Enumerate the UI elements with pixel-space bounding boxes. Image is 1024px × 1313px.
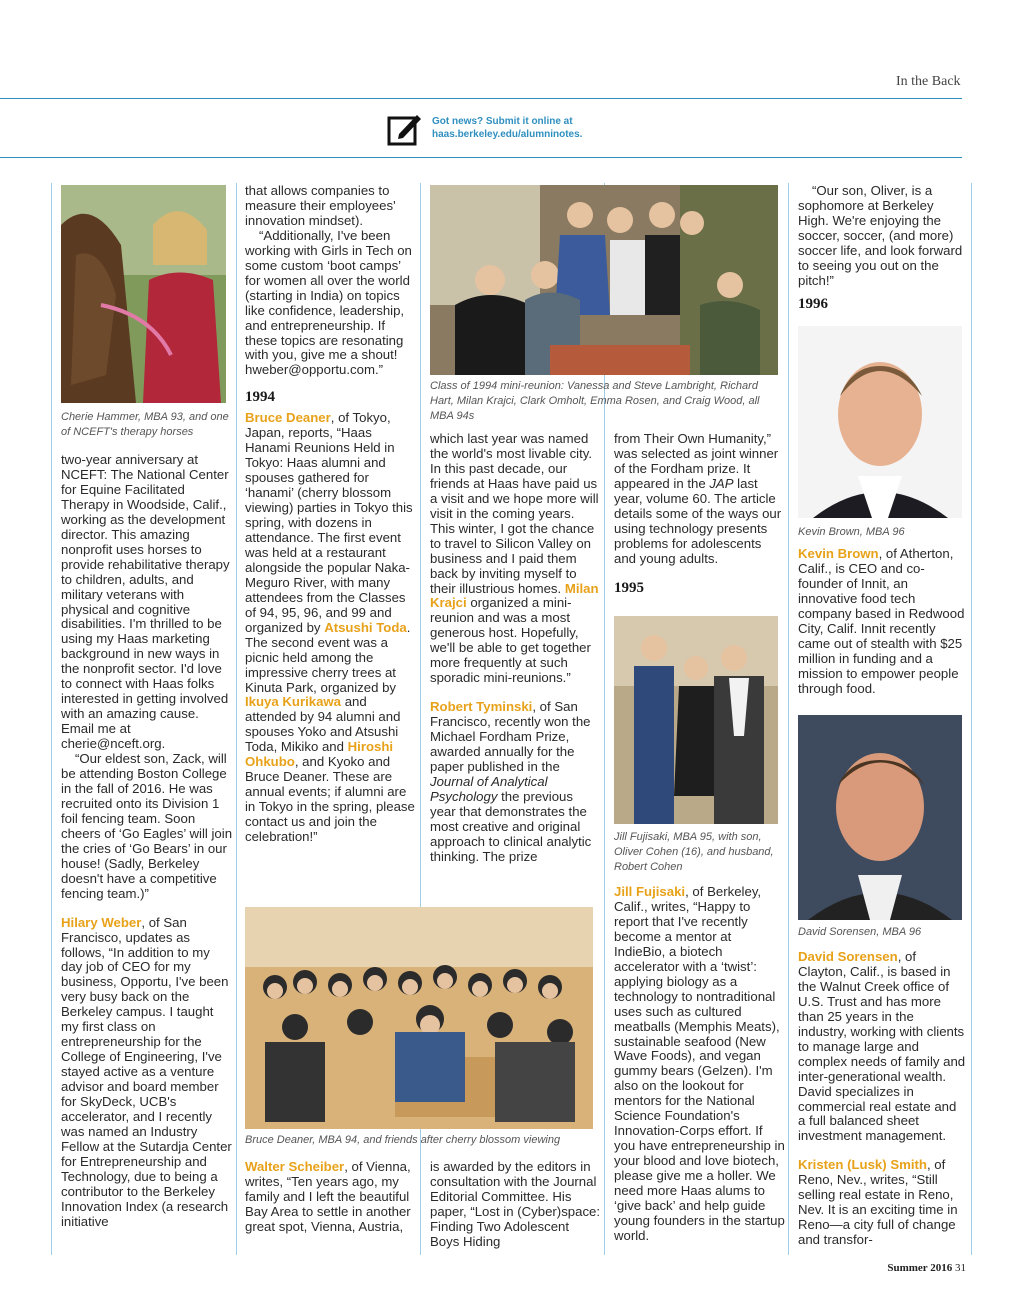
photo-caption: David Sorensen, MBA 96 (798, 926, 922, 938)
photo-caption: Kevin Brown, MBA 96 (798, 526, 905, 538)
column-rule (236, 183, 237, 1255)
note-text: . The second event was a picnic held among the impressive cherry trees at Kinuta Park, organized by (245, 619, 411, 695)
column-5-text-c (798, 950, 966, 1248)
note-text: from Their Own Humanity,” was selected as joint winner of the Fordham prize. It appeared in the (614, 431, 779, 491)
alumni-name: Ikuya Kurikawa (245, 694, 342, 710)
column-3-text-b (430, 1160, 602, 1250)
submit-link[interactable]: haas.berkeley.edu/alumninotes. (432, 129, 583, 140)
section-label: In the Back (896, 74, 961, 89)
alumni-name: Hilary Weber (61, 914, 142, 930)
edit-note-icon (387, 110, 423, 146)
note-text: , of Atherton, Calif., is CEO and co-founder of Innit, an innovative food tech company based in Redwood City, Calif. Innit recently came out of stealth with $25 million in funding and a mission to empower people through food. (798, 546, 965, 696)
note-kevin-brown (798, 547, 966, 697)
note-text: , of San Francisco, updates as follows, “In addition to my day job of CEO for my business, Opportu, I've been very busy back on the Berkeley campus. I taught my first class on entrepreneurship for the College of Engineering, I've stayed active as a venture advisor and board member for SkyDeck, UCB's accelerator, and I recently was named an Industry Fellow at the Sutardja Center for Entrepreneurship and Technology, due to being a contributor to the Berkeley Innovation Index (a research initiative (61, 914, 232, 1229)
submit-line-1: Got news? Submit it online at (432, 116, 573, 127)
note-walter-scheiber (245, 1160, 417, 1235)
paragraph: “Our son, Oliver, is a sophomore at Berkeley High. We're enjoying the soccer, soccer, (and more) soccer life, and look forward to seeing you out on the pitch!” (798, 183, 963, 288)
column-4-text (614, 432, 786, 602)
note-text: last year, volume 60. The article details some of the ways our using technology presents problems for adolescents and young adults. (614, 475, 782, 566)
note-bruce-deaner (245, 411, 417, 845)
journal-abbrev: JAP (709, 475, 734, 491)
column-rule (51, 183, 52, 1255)
paragraph: “Our eldest son, Zack, will be attending Boston College in the fall of 2016. He was recruited onto its Division 1 foil fencing team. Soon cheers of ‘Go Eagles’ will join the cries of ‘Go Bears’ in our house! (Sadly, Berkeley doesn't have a competitive fencing team.)” (61, 751, 233, 901)
photo-fujisaki-family (614, 616, 778, 824)
submit-news-callout[interactable] (432, 115, 582, 141)
paragraph (430, 432, 602, 686)
column-rule (788, 183, 789, 1255)
page-number: 31 (955, 1262, 966, 1274)
photo-caption: Jill Fujisaki, MBA 95, with son, Oliver Cohen (16), and husband, Robert Cohen (614, 831, 774, 873)
note-text: and attended by 94 alumni and spouses Yoko and Atsushi Toda, Mikiko and (245, 694, 401, 755)
note-text: , of Berkeley, Calif., writes, “Happy to report that I've recently become a mentor at IndieBio, a biotech accelerator with a ‘twist’: applying biology as a technology to nontraditional uses such as cultured meatballs (Memphis Meats), sustainable seafood (New Wave Foods), and vegan gummy bears (Gelzen). I'm also on the lookout for mentors for the National Science Foundation's Innovation-Corps effort. If you have entrepreneurship in your blood and love biotech, please give me a holler. We need more Haas alums to ‘give back’ and help guide young founders in the startup world. (614, 884, 785, 1243)
note-jill-fujisaki (614, 885, 786, 1244)
photo-1994-mini-reunion (430, 185, 778, 375)
note-text: the previous year that demonstrates the most creative and original approach to clinical analytic thinking. The prize (430, 788, 592, 864)
note-text: which last year was named the world's most livable city. In this past decade, our friends at Haas have paid us a visit and we hope more will visit in the coming years. This winter, I got the chance to travel to Silicon Valley on business and I paid them back by inviting myself to their illustrious homes. (430, 431, 599, 596)
issue-label: Summer 2016 (887, 1262, 953, 1274)
column-5-text-b (798, 547, 966, 697)
photo-cherie-hammer (61, 185, 226, 403)
paragraph: is awarded by the editors in consultation with the Journal Editorial Committee. His paper, “Lost in (Cyber)space: Finding Two Adolescent Boys Hiding (430, 1159, 601, 1249)
alumni-name: Walter Scheiber (245, 1159, 345, 1174)
column-3-text (430, 432, 602, 865)
note-robert-tyminski (430, 700, 602, 864)
header-rule-top (0, 98, 962, 99)
column-5-text (798, 184, 966, 318)
alumni-name: Kristen (Lusk) Smith (798, 1157, 927, 1173)
column-rule (971, 183, 972, 1255)
class-year-heading: 1995 (614, 579, 644, 596)
column-2-text-b (245, 1160, 417, 1235)
note-text: , of Tokyo, Japan, reports, “Haas Hanami Reunions Held in Tokyo: Haas alumni and spouses gathered for ‘hanami’ (cherry blossom viewing) parties in Tokyo this spring, with dozens in attendance. The first event was held at a restaurant alongside the popular Naka-Meguro River, with many attendees from the Classes of 94, 95, 96, and 99 and organized by (245, 410, 413, 635)
photo-caption: Bruce Deaner, MBA 94, and friends after cherry blossom viewing (245, 1134, 561, 1146)
column-2-text (245, 184, 417, 845)
photo-caption: Cherie Hammer, MBA 93, and one of NCEFT's therapy horses (61, 411, 229, 438)
photo-hanami-group (245, 907, 593, 1129)
note-kristen-smith (798, 1158, 966, 1248)
alumni-name: Atsushi Toda (324, 619, 407, 635)
paragraph: “Additionally, I've been working with Girls in Tech on some custom ‘boot camps’ for women all over the world (starting in India) on topics like confidence, leadership, and entrepreneurship. If these topics are resonating with you, give me a shout! hweber@opportu.com.” (245, 227, 412, 378)
note-david-sorensen (798, 950, 966, 1144)
note-text: , of Vienna, writes, “Ten years ago, my family and I left the beautiful Bay Area to settle in another great spot, Vienna, Austria, (245, 1159, 411, 1234)
note-text: , and Kyoko and Bruce Deaner. These are annual events; if alumni are in Tokyo in the spring, please contact us and join the celebration!” (245, 754, 415, 845)
note-text: , of Clayton, Calif., is based in the Walnut Creek office of U.S. Trust and has more than 25 years in the industry, working with clients to manage large and complex needs of family and inter-generational wealth. David specializes in commercial real estate and a full balanced sheet investment management. (798, 949, 966, 1144)
page-footer (887, 1262, 966, 1274)
paragraph: that allows companies to measure their employees' innovation mindset). (245, 183, 396, 228)
photo-caption: Class of 1994 mini-reunion: Vanessa and Steve Lambright, Richard Hart, Milan Krajci, Clark Omholt, Emma Rosen, and Craig Wood, all MBA 94s (430, 380, 760, 422)
alumni-name: Robert Tyminski (430, 699, 533, 715)
column-1-text (61, 453, 233, 1230)
alumni-name: Hiroshi Ohkubo (245, 739, 394, 770)
class-year-heading: 1996 (798, 295, 828, 312)
paragraph: two-year anniversary at NCEFT: The National Center for Equine Facilitated Therapy in Woodside, Calif., working as the development director. This amazing nonprofit uses horses to provide rehabilitative therapy to children, adults, and military veterans with physical and cognitive disabilities. I'm thrilled to be using my Haas marketing background in new ways in the nonprofit sector. I'd love to connect with Haas folks interested in getting involved with an amazing cause. Email me at cherie@nceft.org. (61, 452, 230, 752)
paragraph (614, 432, 786, 567)
alumni-name: Milan Krajci (430, 580, 599, 611)
note-text: organized a mini-reunion and was a most generous host. Hopefully, we'll be able to get together more frequently at such sporadic mini-reunions.” (430, 595, 591, 686)
class-year-heading: 1994 (245, 389, 275, 406)
photo-kevin-brown (798, 326, 962, 518)
note-text: , of San Francisco, recently won the Michael Fordham Prize, awarded annually for the paper published in the (430, 699, 591, 775)
journal-title: Journal of Analytical Psychology (430, 773, 548, 804)
alumni-name: Kevin Brown (798, 546, 879, 561)
alumni-name: Jill Fujisaki (614, 884, 686, 899)
note-text: , of Reno, Nev., writes, “Still selling real estate in Reno, Nev. It is an exciting time in Reno—a city full of change and transfor- (798, 1157, 958, 1248)
alumni-name: David Sorensen (798, 949, 898, 964)
note-hilary-weber (61, 916, 233, 1230)
header-rule-bottom (0, 157, 962, 158)
photo-david-sorensen (798, 715, 962, 920)
column-4-text-b (614, 885, 786, 1244)
alumni-name: Bruce Deaner (245, 410, 331, 426)
